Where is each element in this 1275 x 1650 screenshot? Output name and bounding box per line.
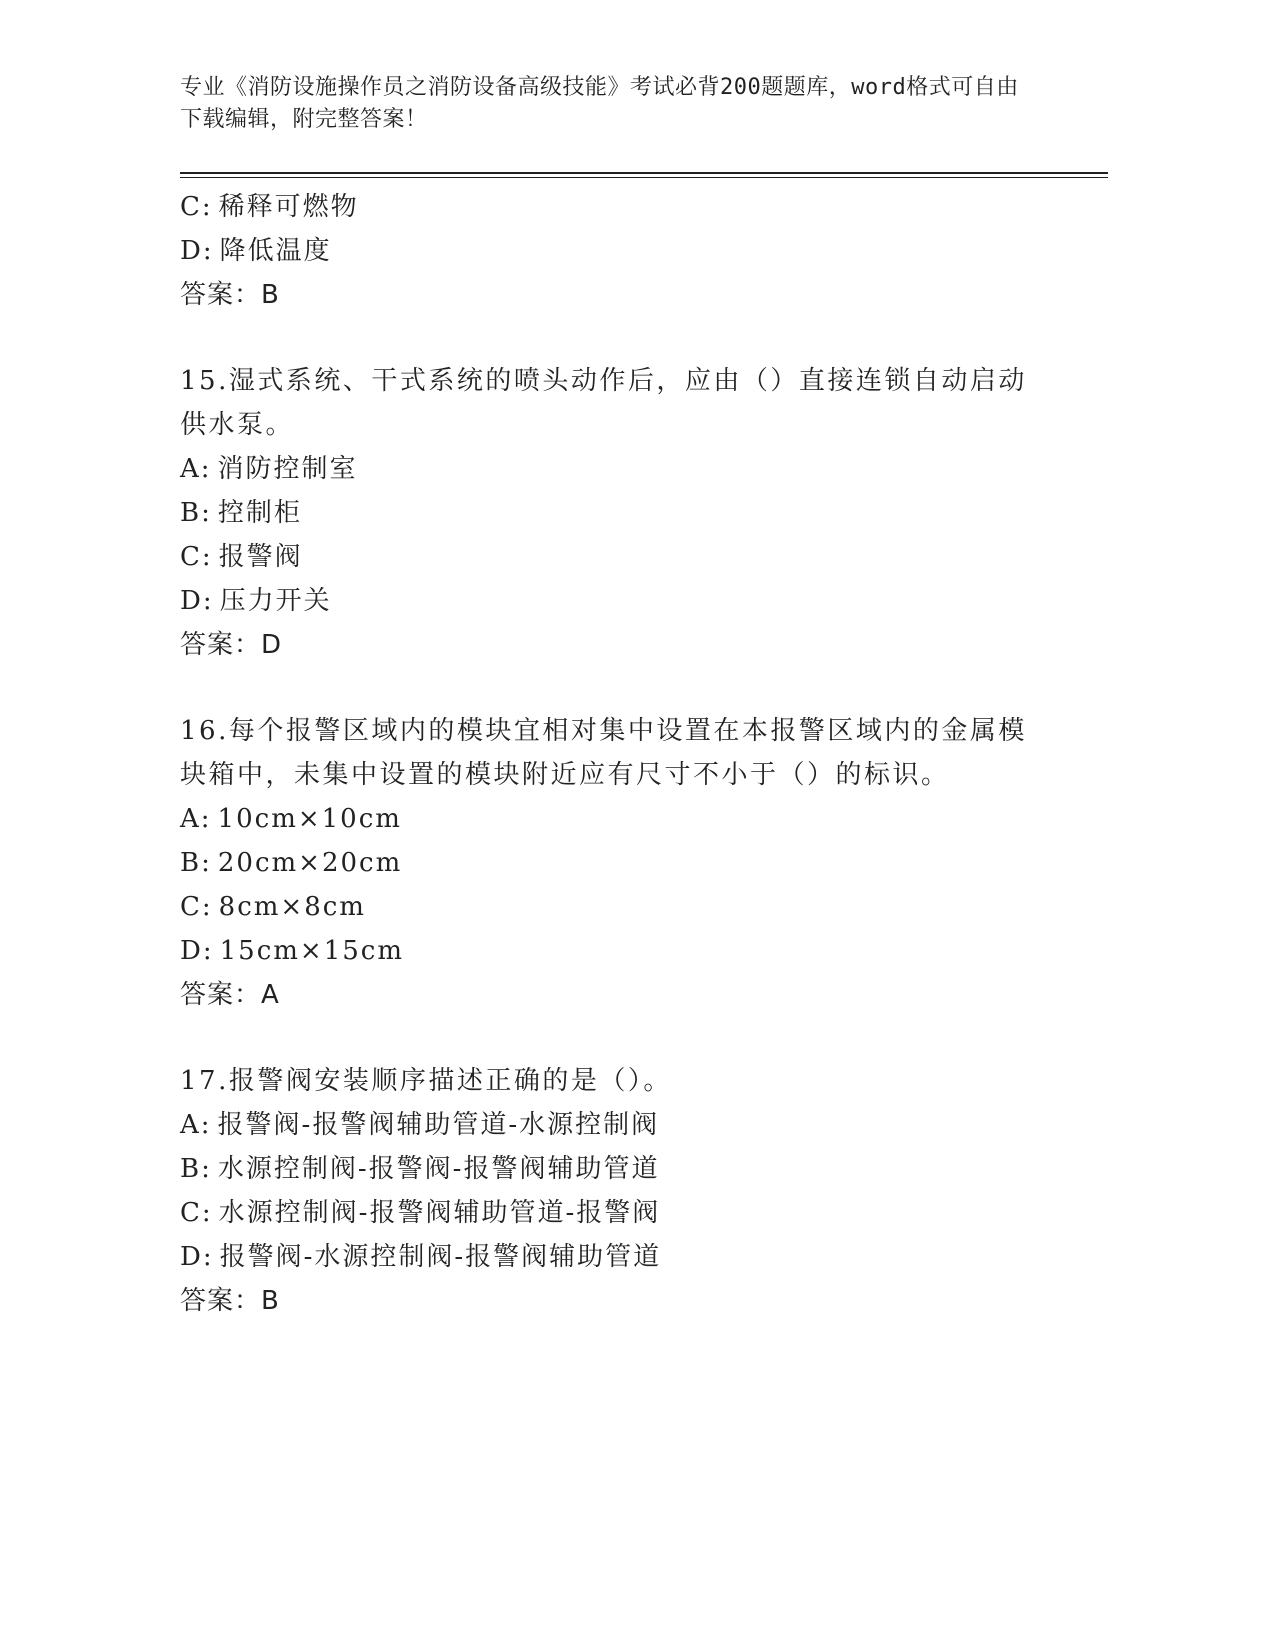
question-17	[180, 1059, 1080, 1323]
option-b: B: 控制柜	[180, 498, 302, 528]
header-title: 专业《消防设施操作员之消防设备高级技能》考试必背200题题库，word格式可自由下载编辑，附完整答案！	[180, 75, 1019, 132]
option-d: D: 15cm×15cm	[180, 936, 404, 966]
option-a: A: 报警阀-报警阀辅助管道-水源控制阀	[180, 1110, 660, 1140]
answer: 答案：A	[180, 980, 280, 1010]
option-d: D: 降低温度	[180, 236, 332, 266]
option-c: C: 稀释可燃物	[180, 192, 359, 222]
option-c: C: 8cm×8cm	[180, 892, 366, 922]
document-header	[180, 72, 1040, 136]
answer: 答案：D	[180, 630, 283, 660]
question-text: 15.湿式系统、干式系统的喷头动作后，应由（）直接连锁自动启动供水泵。	[180, 366, 1027, 440]
header-rule-thin	[180, 177, 1108, 178]
question-16	[180, 709, 1080, 1017]
question-15	[180, 359, 1080, 667]
question-text: 16.每个报警区域内的模块宜相对集中设置在本报警区域内的金属模块箱中，未集中设置的模块附近应有尺寸不小于（）的标识。	[180, 716, 1027, 790]
option-c: C: 水源控制阀-报警阀辅助管道-报警阀	[180, 1198, 661, 1228]
header-rule-thick	[180, 172, 1108, 174]
option-b: B: 水源控制阀-报警阀-报警阀辅助管道	[180, 1154, 660, 1184]
answer: 答案：B	[180, 1286, 280, 1316]
option-a: A: 消防控制室	[180, 454, 358, 484]
option-b: B: 20cm×20cm	[180, 848, 403, 878]
answer: 答案：B	[180, 280, 280, 310]
option-d: D: 报警阀-水源控制阀-报警阀辅助管道	[180, 1242, 662, 1272]
continued-question	[180, 185, 1080, 317]
option-d: D: 压力开关	[180, 586, 332, 616]
option-c: C: 报警阀	[180, 542, 303, 572]
question-text: 17.报警阀安装顺序描述正确的是（）。	[180, 1066, 672, 1096]
question-content	[180, 185, 1080, 1323]
option-a: A: 10cm×10cm	[180, 804, 402, 834]
